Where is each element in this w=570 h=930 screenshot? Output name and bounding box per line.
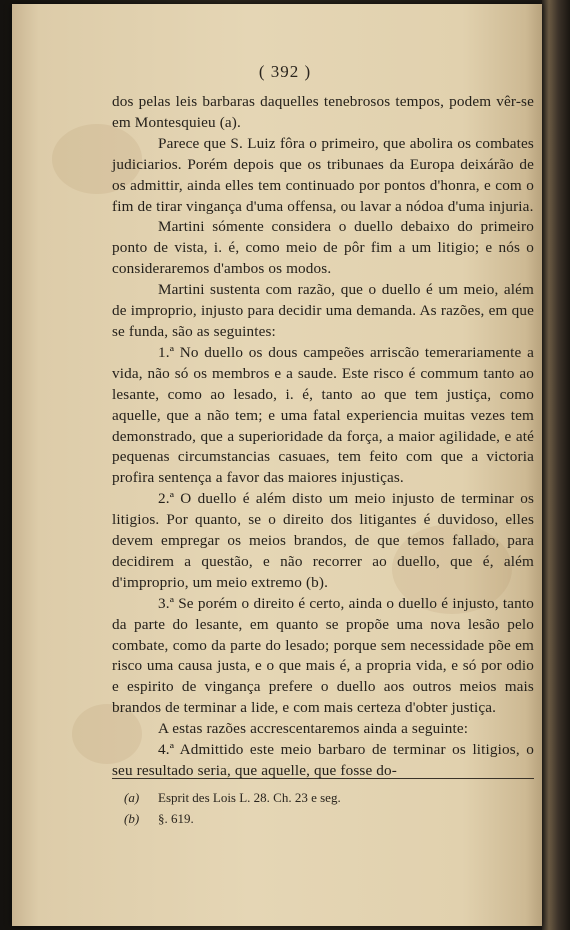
footnote xyxy=(124,808,524,829)
paragraph: Parece que S. Luiz fôra o primeiro, que abolira os combates judiciarios. Porém depois que os tribunaes da Europa deixárão de os admittir, ainda elles tem continuado por pontos d'honra, e com o fim de tirar vingança d'uma offensa, ou lavar a nódoa d'uma injuria. xyxy=(112,134,534,215)
page-number: ( 392 ) xyxy=(258,62,312,81)
paragraph: dos pelas leis barbaras daquelles tenebrosos tempos, podem vêr-se em Montesquieu (a). xyxy=(112,93,534,131)
footnote xyxy=(124,787,524,808)
paragraph: 1.ª No duello os dous campeões arriscão temerariamente a vida, não só os membros e a saude. Este risco é commum tanto ao lesante, como ao lesado, i. é, tanto ao que tem justiça, como aquelle, que a não tem; e uma fatal experiencia muitas vezes tem demonstrado, que a superioridade da força, a maior agilidade, e até pequenas circumstancias casuaes, tem feito com que a victoria profira sentença a favor das maiores injustiças. xyxy=(112,343,534,487)
paragraph: 4.ª Admittido este meio barbaro de terminar os litigios, o seu resultado seria, que aquelle, que fosse do- xyxy=(112,741,534,779)
paragraph: 2.ª O duello é além disto um meio injusto de terminar os litigios. Por quanto, se o direito dos litigantes é duvidoso, elles devem empregar os meios brandos, de que temos fallado, para decidirem a questão, e não recorrer ao duello, que é, além d'improprio, um meio extremo (b). xyxy=(112,490,534,591)
footnote-text: Esprit des Lois L. 28. Ch. 23 e seg. xyxy=(158,790,341,805)
footnote-text: §. 619. xyxy=(158,811,194,826)
footnotes xyxy=(124,787,524,829)
footnote-mark: (a) xyxy=(124,790,140,805)
footnote-divider xyxy=(112,778,534,779)
book-page-edge xyxy=(542,0,570,930)
paragraph: Martini sómente considera o duello debaixo do primeiro ponto de vista, i. é, como meio de pôr fim a um litigio; e nós o consideraremos d'ambos os modos. xyxy=(112,218,534,278)
footnote-mark: (b) xyxy=(124,811,140,826)
paragraph: 3.ª Se porém o direito é certo, ainda o duello é injusto, tanto da parte do lesante, em quanto se propõe uma nova lesão pelo combate, como da parte do lesado; porque sem necessidade põe em risco uma causa justa, e o que mais é, a propria vida, e só por odio e espirito de vingança prefere o duello aos outros meios mais brandos de terminar a lide, e com mais certeza d'obter justiça. xyxy=(112,594,534,717)
body-text xyxy=(112,92,534,782)
paragraph: A estas razões accrescentaremos ainda a seguinte: xyxy=(158,720,469,738)
paragraph: Martini sustenta com razão, que o duello é um meio, além de improprio, injusto para decidir uma demanda. As razões, em que se funda, são as seguintes: xyxy=(112,281,534,340)
